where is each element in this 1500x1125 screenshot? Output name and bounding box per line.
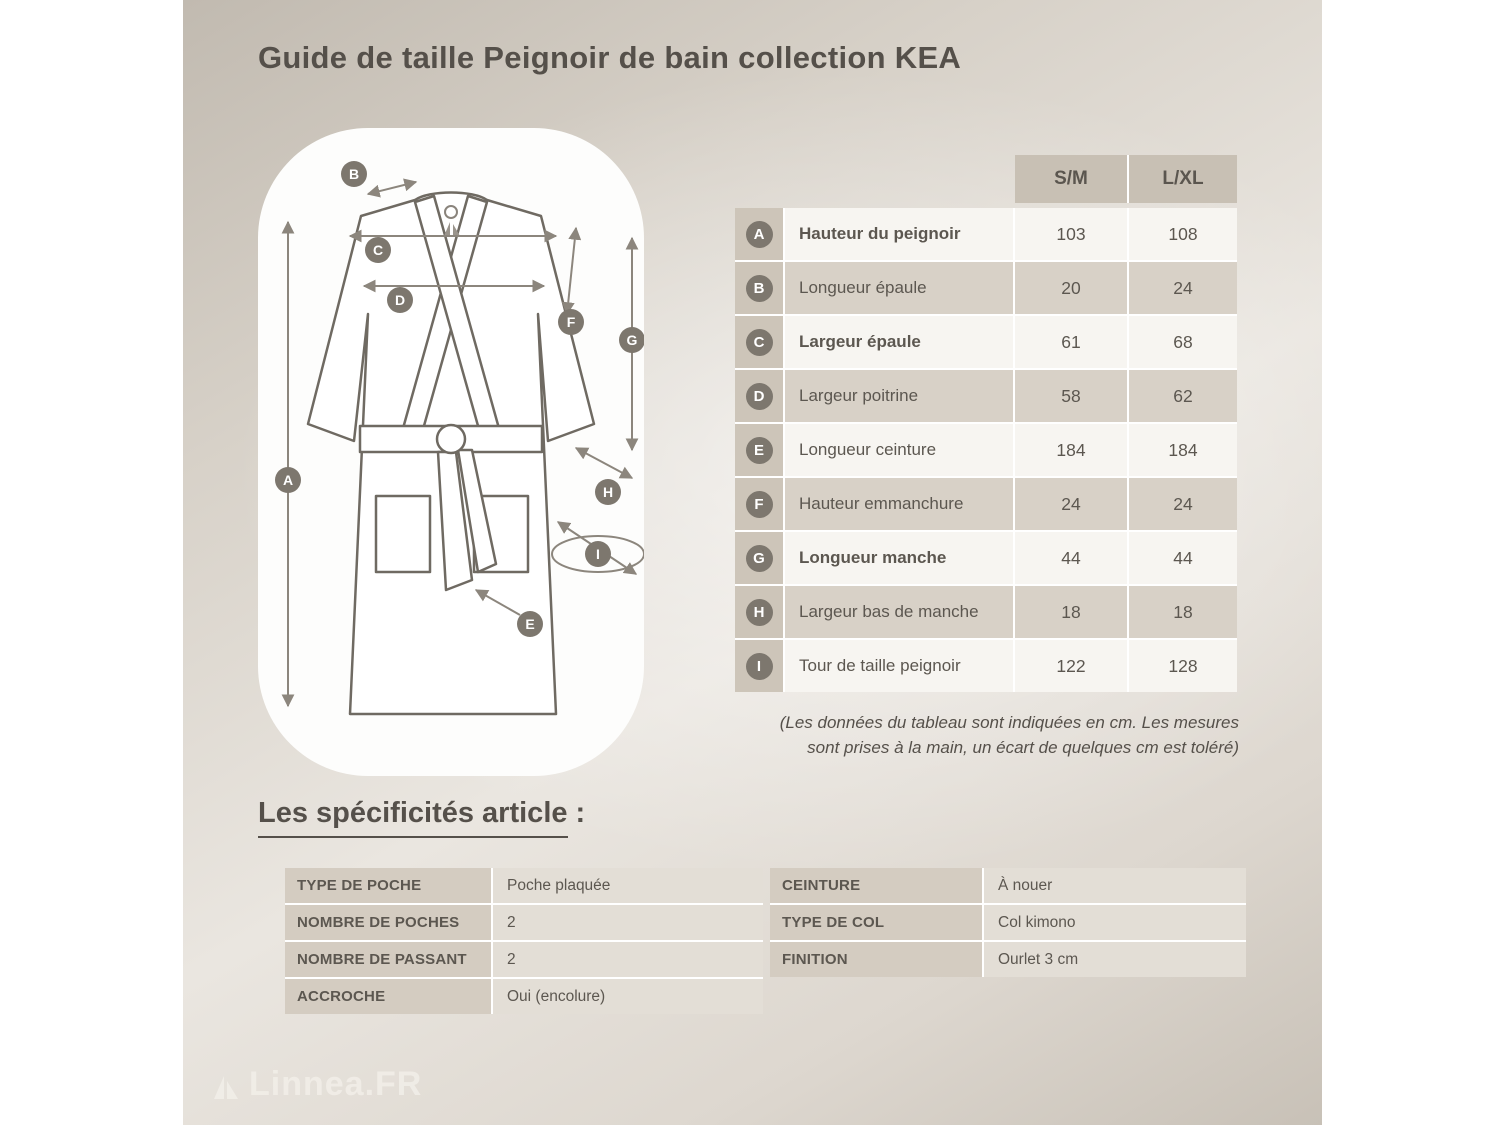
letter-badge: B — [746, 275, 773, 302]
size-row-label: Longueur ceinture — [785, 424, 1013, 476]
diagram-letter-a — [275, 467, 301, 493]
size-table — [735, 155, 1237, 692]
size-row-letter-cell — [735, 586, 783, 638]
spec-label: TYPE DE COL — [770, 905, 982, 940]
svg-text:E: E — [525, 616, 535, 632]
size-row-letter-cell — [735, 532, 783, 584]
size-row-letter-cell — [735, 208, 783, 260]
letter-badge: C — [746, 329, 773, 356]
brand-logo-text: Linnea.FR — [249, 1065, 423, 1103]
spec-value: Ourlet 3 cm — [984, 942, 1246, 977]
diagram-letter-b — [341, 161, 367, 187]
size-table-body — [735, 208, 1237, 692]
note-line-2: sont prises à la main, un écart de quelques cm est toléré) — [807, 738, 1239, 757]
robe-diagram-panel — [258, 128, 644, 776]
content-area — [183, 0, 1322, 1125]
size-header-lxl: L/XL — [1129, 155, 1237, 203]
spec-value: 2 — [493, 905, 763, 940]
size-row-letter-cell — [735, 316, 783, 368]
diagram-letter-i — [585, 541, 611, 567]
diagram-letter-h — [595, 479, 621, 505]
svg-text:B: B — [348, 166, 360, 182]
size-row-value-sm: 58 — [1015, 370, 1127, 422]
size-row-label: Largeur épaule — [785, 316, 1013, 368]
spec-label: ACCROCHE — [285, 979, 491, 1014]
spec-value: 2 — [493, 942, 763, 977]
size-row-value-lxl: 44 — [1129, 532, 1237, 584]
spec-table-left — [285, 868, 763, 1014]
size-row-letter-cell — [735, 424, 783, 476]
sail-icon — [210, 1073, 240, 1101]
size-row-letter-cell — [735, 370, 783, 422]
size-row-value-lxl: 128 — [1129, 640, 1237, 692]
svg-text:D: D — [394, 292, 406, 308]
size-row-value-lxl: 62 — [1129, 370, 1237, 422]
diagram-letter-g — [619, 327, 644, 353]
size-row-label: Hauteur emmanchure — [785, 478, 1013, 530]
robe-outline — [308, 193, 594, 715]
specs-title-text: Les spécificités article — [258, 797, 568, 838]
size-row-label: Hauteur du peignoir — [785, 208, 1013, 260]
size-row-value-sm: 20 — [1015, 262, 1127, 314]
size-row-value-lxl: 18 — [1129, 586, 1237, 638]
size-table-header — [1015, 155, 1237, 203]
svg-text:H: H — [602, 484, 614, 500]
robe-diagram — [258, 128, 644, 776]
letter-badge: H — [746, 599, 773, 626]
page-title: Guide de taille Peignoir de bain collection KEA — [258, 40, 962, 75]
spec-value: Col kimono — [984, 905, 1246, 940]
svg-text:F: F — [566, 314, 576, 330]
spec-label: NOMBRE DE POCHES — [285, 905, 491, 940]
diagram-letter-c — [365, 237, 391, 263]
spec-label: NOMBRE DE PASSANT — [285, 942, 491, 977]
size-row-value-sm: 44 — [1015, 532, 1127, 584]
size-row-value-sm: 122 — [1015, 640, 1127, 692]
svg-text:A: A — [282, 472, 294, 488]
spec-value: À nouer — [984, 868, 1246, 903]
size-row-label: Largeur poitrine — [785, 370, 1013, 422]
measurement-note — [735, 710, 1239, 760]
svg-text:C: C — [372, 242, 384, 258]
letter-badge: F — [746, 491, 773, 518]
size-row-letter-cell — [735, 478, 783, 530]
size-row-value-lxl: 108 — [1129, 208, 1237, 260]
specs-section-title — [258, 797, 585, 830]
size-row-label: Longueur épaule — [785, 262, 1013, 314]
letter-badge: D — [746, 383, 773, 410]
size-row-value-lxl: 68 — [1129, 316, 1237, 368]
letter-badge: E — [746, 437, 773, 464]
size-row-letter-cell — [735, 640, 783, 692]
diagram-letter-e — [517, 611, 543, 637]
size-row-letter-cell — [735, 262, 783, 314]
brand-logo — [210, 1067, 422, 1101]
spec-value: Oui (encolure) — [493, 979, 763, 1014]
letter-badge: G — [746, 545, 773, 572]
diagram-letter-d — [387, 287, 413, 313]
size-row-label: Largeur bas de manche — [785, 586, 1013, 638]
size-row-value-sm: 24 — [1015, 478, 1127, 530]
note-line-1: (Les données du tableau sont indiquées en cm. Les mesures — [779, 713, 1239, 732]
svg-text:G: G — [626, 332, 638, 348]
size-row-value-lxl: 184 — [1129, 424, 1237, 476]
size-row-value-lxl: 24 — [1129, 478, 1237, 530]
letter-badge: I — [746, 653, 773, 680]
spec-label: FINITION — [770, 942, 982, 977]
spec-value: Poche plaquée — [493, 868, 763, 903]
size-row-value-sm: 103 — [1015, 208, 1127, 260]
letter-badge: A — [746, 221, 773, 248]
size-header-sm: S/M — [1015, 155, 1127, 203]
size-row-label: Tour de taille peignoir — [785, 640, 1013, 692]
svg-text:I: I — [596, 546, 600, 562]
diagram-letter-f — [558, 309, 584, 335]
size-row-value-sm: 61 — [1015, 316, 1127, 368]
size-row-value-sm: 184 — [1015, 424, 1127, 476]
size-row-value-sm: 18 — [1015, 586, 1127, 638]
specs-title-colon: : — [567, 797, 586, 829]
size-row-label: Longueur manche — [785, 532, 1013, 584]
size-row-value-lxl: 24 — [1129, 262, 1237, 314]
spec-label: CEINTURE — [770, 868, 982, 903]
spec-table-right — [770, 868, 1246, 977]
spec-label: TYPE DE POCHE — [285, 868, 491, 903]
